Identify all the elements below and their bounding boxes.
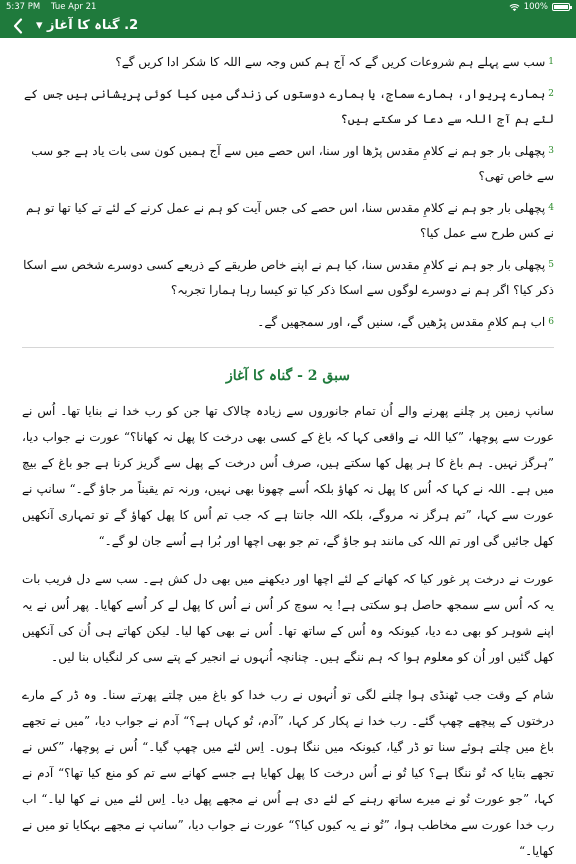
section-heading: سبق 2 - گناہ کا آغاز xyxy=(225,368,351,384)
chevron-left-icon xyxy=(13,18,23,34)
question-number: 6 xyxy=(548,317,554,327)
question-number: 2 xyxy=(548,89,554,99)
battery-icon xyxy=(552,3,570,11)
question-item xyxy=(22,310,554,335)
divider xyxy=(22,347,554,348)
question-text: سب سے پہلے ہم شروعات کریں گے کہ آج ہم کس وجہ سے اللہ کا شکر ادا کریں گے؟ xyxy=(115,55,546,69)
lesson-content[interactable] xyxy=(0,38,576,858)
question-text: ہمارے پریوار، ہمارے سماج، یا ہمارے دوستوں کی زندگی میں کیا کوئی پریشانی ہیں جس کے لئے ہم آج اللہ سے دعا کر سکتے ہیں؟ xyxy=(23,87,554,126)
question-text: پچھلی بار جو ہم نے کلامِ مقدس سنا، اس حصے کی جس آیت کو ہم نے عمل کرنے کے لئے تے کیا تھا تو ہم نے کس طرح سے عمل کیا؟ xyxy=(25,201,554,240)
question-item xyxy=(22,82,554,132)
question-item xyxy=(22,50,554,75)
status-date: Tue Apr 21 xyxy=(50,2,97,12)
question-number: 5 xyxy=(548,260,554,270)
nav-bar xyxy=(0,14,576,38)
battery-percent: 100% xyxy=(523,2,548,12)
question-number: 4 xyxy=(548,203,554,213)
wifi-icon xyxy=(509,3,520,12)
passage-paragraph: عورت نے درخت پر غور کیا کہ کھانے کے لئے اچھا اور دیکھنے میں بھی دل کش ہے۔ سب سے دل فریب بات یہ کہ اُس سے سمجھ حاصل ہو سکتی ہے! یہ سوچ کر اُس نے اُس کا پھل لے کر اُسے کھایا۔ پھر اُس نے یہ اپنے شوہر کو بھی دے دیا، کیونکہ وہ اُس کے ساتھ تھا۔ اُس نے بھی کھا لیا۔ لیکن کھاتے ہی اُن کی آنکھیں کھل گئیں اور اُن کو معلوم ہوا کہ ہم ننگے ہیں۔ چنانچہ اُنہوں نے انجیر کے پتے سی کر لنگیاں بنا لیں۔ xyxy=(22,572,554,664)
question-number: 3 xyxy=(548,146,554,156)
passage-paragraph: شام کے وقت جب ٹھنڈی ہوا چلنے لگی تو اُنہوں نے رب خدا کو باغ میں چلتے پھرتے سنا۔ وہ ڈر کے مارے درختوں کے پیچھے چھپ گئے۔ رب خدا نے پکار کر کہا، ”آدم، تُو کہاں ہے؟“ آدم نے جواب دیا، ”میں نے تجھے باغ میں چلتے ہوئے سنا تو ڈر گیا، کیونکہ میں ننگا ہوں۔ اِس لئے میں چھپ گیا۔“ اُس نے پوچھا، ”کس نے تجھے بتایا کہ تُو ننگا ہے؟ کیا تُو نے اُس درخت کا پھل کھایا ہے جسے کھانے سے تم کو منع کیا تھا؟“ آدم نے کہا، ”جو عورت تُو نے میرے ساتھ رہنے کے لئے دی ہے اُس نے مجھے پھل دیا۔ اِس لئے میں نے کھا لیا۔“ اب رب خدا عورت سے مخاطب ہوا، ”تُو نے یہ کیوں کیا؟“ عورت نے جواب دیا، ”سانپ نے مجھے بہکایا تو میں نے کھایا۔“ xyxy=(22,688,554,858)
question-number: 1 xyxy=(548,57,554,67)
question-item xyxy=(22,196,554,246)
question-text: اب ہم کلامِ مقدس پڑھیں گے، سنیں گے، اور سمجھیں گے۔ xyxy=(257,315,546,329)
discussion-questions xyxy=(22,50,554,335)
question-text: پچھلی بار جو ہم نے کلامِ مقدس پڑھا اور سنا، اس حصے میں سے آج ہمیں کون سی بات یاد ہے جو سب سے خاص تھی؟ xyxy=(31,144,554,183)
scripture-passage xyxy=(22,398,554,864)
status-bar xyxy=(0,0,576,14)
battery-fill xyxy=(554,5,568,9)
chapter-title-dropdown[interactable]: 2. گناہ کا آغاز ▾ xyxy=(36,18,139,33)
back-button[interactable] xyxy=(8,16,28,36)
question-item xyxy=(22,139,554,189)
question-item xyxy=(22,253,554,303)
passage-paragraph: سانپ زمین پر چلنے پھرنے والے اُن تمام جانوروں سے زیادہ چالاک تھا جن کو رب خدا نے بنایا تھا۔ اُس نے عورت سے پوچھا، ”کیا اللہ نے واقعی کہا کہ باغ کے کسی بھی درخت کا پھل نہ کھانا؟“ عورت نے جواب دیا، ”ہرگز نہیں۔ ہم باغ کا ہر پھل کھا سکتے ہیں، صرف اُس درخت کے پھل سے گریز کرنا ہے جو باغ کے بیچ میں ہے۔ اللہ نے کہا کہ اُس کا پھل نہ کھاؤ بلکہ اُسے چھونا بھی نہیں، ورنہ تم یقیناً مر جاؤ گے۔“ سانپ نے عورت سے کہا، ”تم ہرگز نہ مروگے، بلکہ اللہ جانتا ہے کہ جب تم اُس کا پھل کھاؤ گے تو تمہاری آنکھیں کھل جائیں گی اور تم اللہ کی مانند ہو جاؤ گے، تم جو بھی اچھا اور بُرا ہے اُسے جان لو گے۔“ xyxy=(22,404,554,548)
question-text: پچھلی بار جو ہم نے کلامِ مقدس سنا، کیا ہم نے اپنے خاص طریقے کے ذریعے کسی دوسرے شخص سے اسکا ذکر کیا؟ اگر ہم نے دوسرے لوگوں سے اسکا ذکر کیا تو کیسا رہا ہمارا تجربہ؟ xyxy=(23,258,554,297)
status-time: 5:37 PM xyxy=(6,2,41,12)
